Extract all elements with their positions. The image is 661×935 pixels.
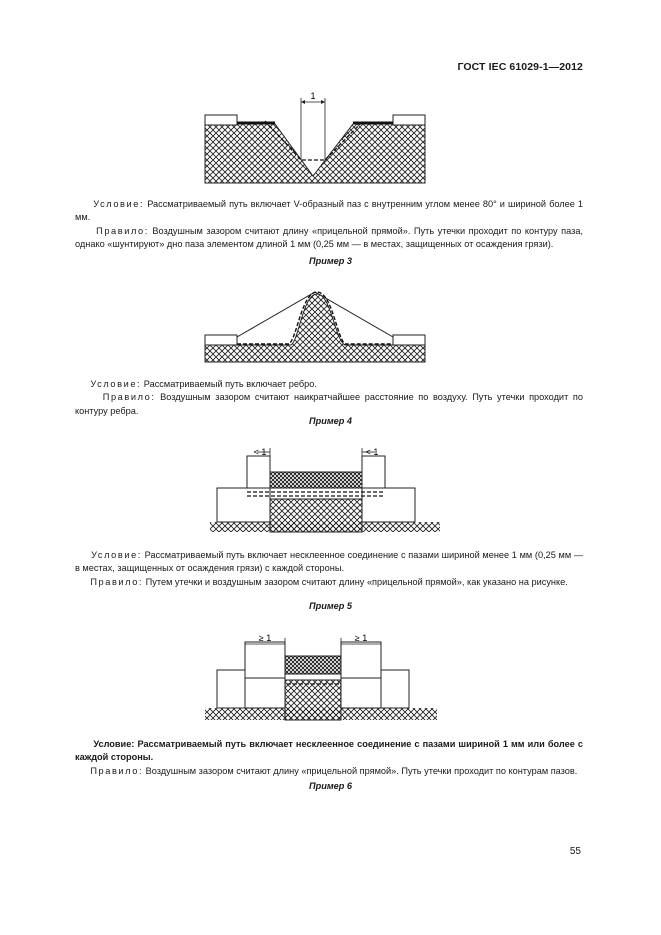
condition-text: Рассматриваемый путь включает ребро. <box>143 379 317 389</box>
figure-v-groove <box>195 88 455 188</box>
dimension-label-right: < 1 <box>365 447 379 457</box>
dimension-label-right: ≥ 1 <box>354 633 368 643</box>
figure-joint-wide-grooves <box>195 628 455 724</box>
example4-caption: Пример 4 <box>308 416 352 426</box>
rule-label: Правило: <box>96 225 149 236</box>
rule-text: Воздушным зазором считают наикратчайшее расстояние по воздуху. Путь утечки проходит по контуру ребра. <box>75 392 583 416</box>
condition-text: Рассматриваемый путь включает несклеенное соединение с пазами шириной менее 1 мм (0,25 мм — в местах, защищенных от осаждения грязи) с каждой стороны. <box>75 550 583 574</box>
condition-text: Рассматриваемый путь включает V-образный паз с внутренним углом менее 80° и шириной более 1 мм. <box>75 199 583 223</box>
figure-rib <box>195 282 455 366</box>
condition-text: Рассматриваемый путь включает несклеенное соединение с пазами шириной 1 мм или более с каждой стороны. <box>75 739 583 763</box>
rule-label: Правило: <box>90 576 144 587</box>
page-number: 55 <box>569 846 581 857</box>
example3-caption: Пример 3 <box>308 256 352 266</box>
condition-label: Условие: <box>93 199 145 209</box>
example5-caption: Пример 5 <box>308 601 352 611</box>
example4-text <box>75 378 583 418</box>
rule-text: Воздушным зазором считают длину «прицельной прямой». Путь утечки проходит по контуру паза, однако «шунтируют» дно паза элементом длиной 1 мм (0,25 мм — в местах, защищенных от осаждения грязи). <box>75 225 583 250</box>
rule-label: Правило: <box>102 392 156 403</box>
example6-caption: Пример 6 <box>308 781 352 791</box>
example3-text <box>75 198 583 252</box>
example5-text <box>75 549 583 589</box>
condition-label: Условие: <box>91 550 142 560</box>
rule-text: Путем утечки и воздушным зазором считают длину «прицельной прямой», как указано на рисунке. <box>145 576 568 587</box>
rule-label: Правило: <box>90 765 144 776</box>
document-header: ГОСТ IEC 61029-1—2012 <box>457 61 583 73</box>
condition-label: Условие: <box>90 379 142 389</box>
example6-text <box>75 738 583 778</box>
condition-label: Условие: <box>93 739 135 749</box>
dimension-label: 1 <box>310 91 316 101</box>
figure-joint-narrow-grooves <box>195 442 455 534</box>
rule-text: Воздушным зазором считают длину «прицельной прямой». Путь утечки проходит по контурам пазов. <box>145 765 578 776</box>
dimension-label-left: ≥ 1 <box>258 633 272 643</box>
dimension-label-left: < 1 <box>253 447 267 457</box>
